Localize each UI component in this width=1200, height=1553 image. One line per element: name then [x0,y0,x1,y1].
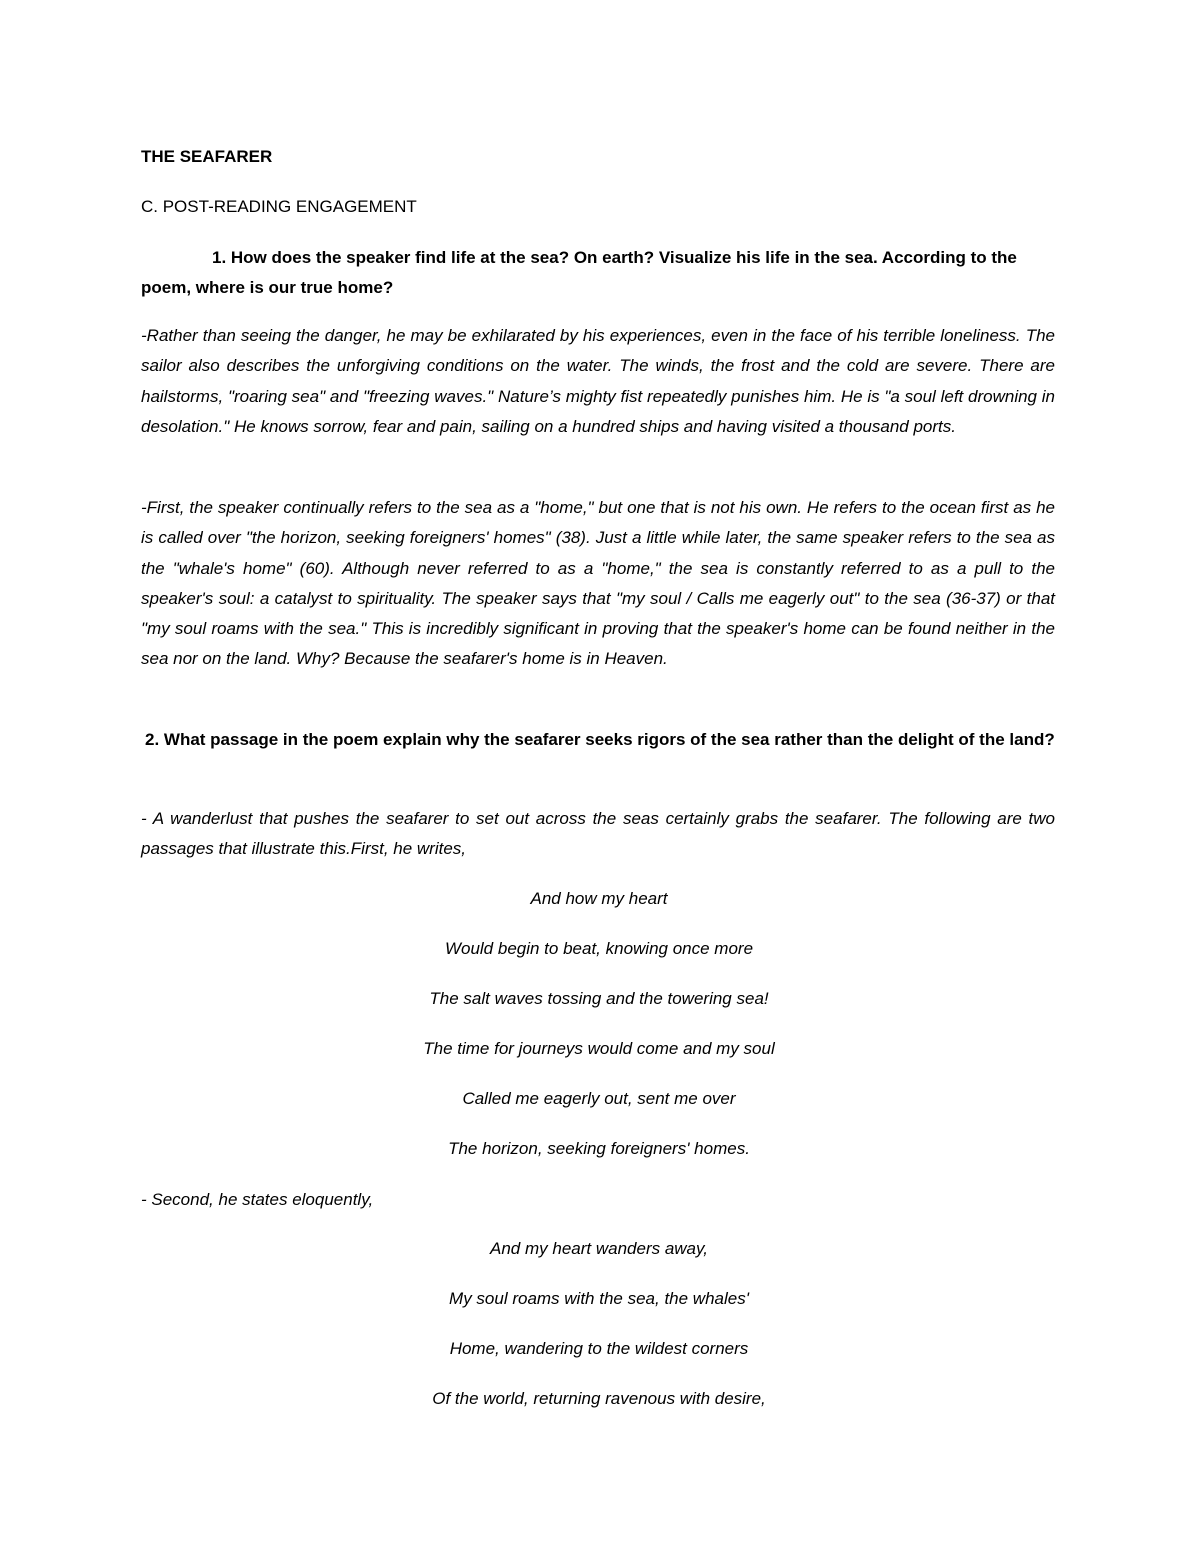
answer-1-paragraph-2: -First, the speaker continually refers to the sea as a "home," but one that is not his own. He refers to the ocean first as he is called over "the horizon, seeking foreigners' homes" (38). Just a little while later, the same speaker refers to the sea as the "whale's home" (60). Although never referred to as a "home," the sea is constantly referred to as a pull to the speaker's soul: a catalyst to spirituality. The speaker says that "my soul / Calls me eagerly out" to the sea (36-37) or that "my soul roams with the sea." This is incredibly significant in proving that the speaker's home can be found neither in the sea nor on the land. Why? Because the seafarer's home is in Heaven. [141,498,1055,669]
document-title: THE SEAFARER [141,147,273,166]
question-1: 1. How does the speaker find life at the sea? On earth? Visualize his life in the sea. According to the poem, where is our true home? [141,248,1017,297]
verse-line: The horizon, seeking foreigners' homes. [448,1139,750,1158]
verse-line: And my heart wanders away, [490,1239,708,1258]
question-2: 2. What passage in the poem explain why the seafarer seeks rigors of the sea rather than the delight of the land? [145,730,1055,749]
poem-passage-2 [141,1234,1057,1434]
poem-passage-1 [141,884,1057,1184]
verse-line: Called me eagerly out, sent me over [462,1089,736,1108]
answer-2-intro: - A wanderlust that pushes the seafarer to set out across the seas certainly grabs the seafarer. The following are two passages that illustrate this.First, he writes, [141,809,1055,859]
verse-line: And how my heart [530,889,668,908]
verse-line: The time for journeys would come and my soul [423,1039,775,1058]
verse-line: My soul roams with the sea, the whales' [449,1289,749,1308]
section-heading: C. POST-READING ENGAGEMENT [141,197,417,216]
verse-line: Would begin to beat, knowing once more [444,939,754,958]
verse-line: Of the world, returning ravenous with desire, [432,1389,766,1408]
answer-2-second-intro: - Second, he states eloquently, [141,1190,374,1209]
answer-1-paragraph-1: -Rather than seeing the danger, he may be exhilarated by his experiences, even in the face of his terrible loneliness. The sailor also describes the unforgiving conditions on the water. The winds, the frost and the cold are severe. There are hailstorms, "roaring sea" and "freezing waves." Nature’s mighty fist repeatedly punishes him. He is "a soul left drowning in desolation." He knows sorrow, fear and pain, sailing on a hundred ships and having visited a thousand ports. [141,326,1055,436]
verse-line: The salt waves tossing and the towering sea! [429,989,769,1008]
verse-line: Home, wandering to the wildest corners [449,1339,749,1358]
